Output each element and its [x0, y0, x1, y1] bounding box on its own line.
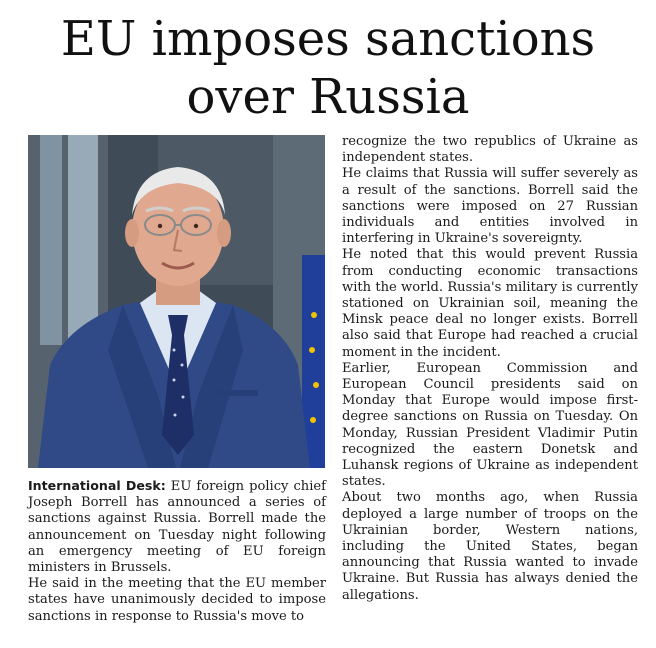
paragraph: He said in the meeting that the EU member states have unanimously decided to impose sanctions in response to Russia's move to: [28, 576, 326, 624]
headline: [0, 10, 656, 126]
article-column-right: [342, 134, 638, 604]
headline-line-1: EU imposes sanctions: [60, 11, 596, 67]
portrait-illustration: [28, 135, 325, 468]
article-column-left: [28, 478, 326, 625]
byline: International Desk:: [28, 478, 166, 493]
paragraph: About two months ago, when Russia deployed a large number of troops on the Ukrainian border, Western nations, including the United States, began announcing that Russia wanted to invade Ukraine. But Russia has always denied the allegations.: [342, 490, 638, 603]
paragraph-text: EU foreign policy chief Joseph Borrell has announced a series of sanctions against Russia. Borrell made the announcement on Tuesday night following an emergency meeting of EU foreign ministers in Brussels.: [28, 479, 326, 576]
paragraph: He claims that Russia will suffer severely as a result of the sanctions. Borrell said the sanctions were imposed on 27 Russian individuals and entities involved in interfering in Ukraine's sovereignty.: [342, 166, 638, 247]
headline-line-2: over Russia: [186, 69, 470, 125]
paragraph: Earlier, European Commission and European Council presidents said on Monday that Europe would impose first-degree sanctions on Russia on Tuesday. On Monday, Russian President Vladimir Putin recognized the eastern Donetsk and Luhansk regions of Ukraine as independent states.: [342, 360, 638, 490]
paragraph: [28, 478, 326, 576]
paragraph: recognize the two republics of Ukraine as independent states.: [342, 134, 638, 166]
paragraph: He noted that this would prevent Russia from conducting economic transactions with the world. Russia's military is currently stationed on Ukrainian soil, meaning the Minsk peace deal no longer exists. Borrell also said that Europe had reached a crucial moment in the incident.: [342, 247, 638, 360]
article-photo: [28, 135, 325, 468]
